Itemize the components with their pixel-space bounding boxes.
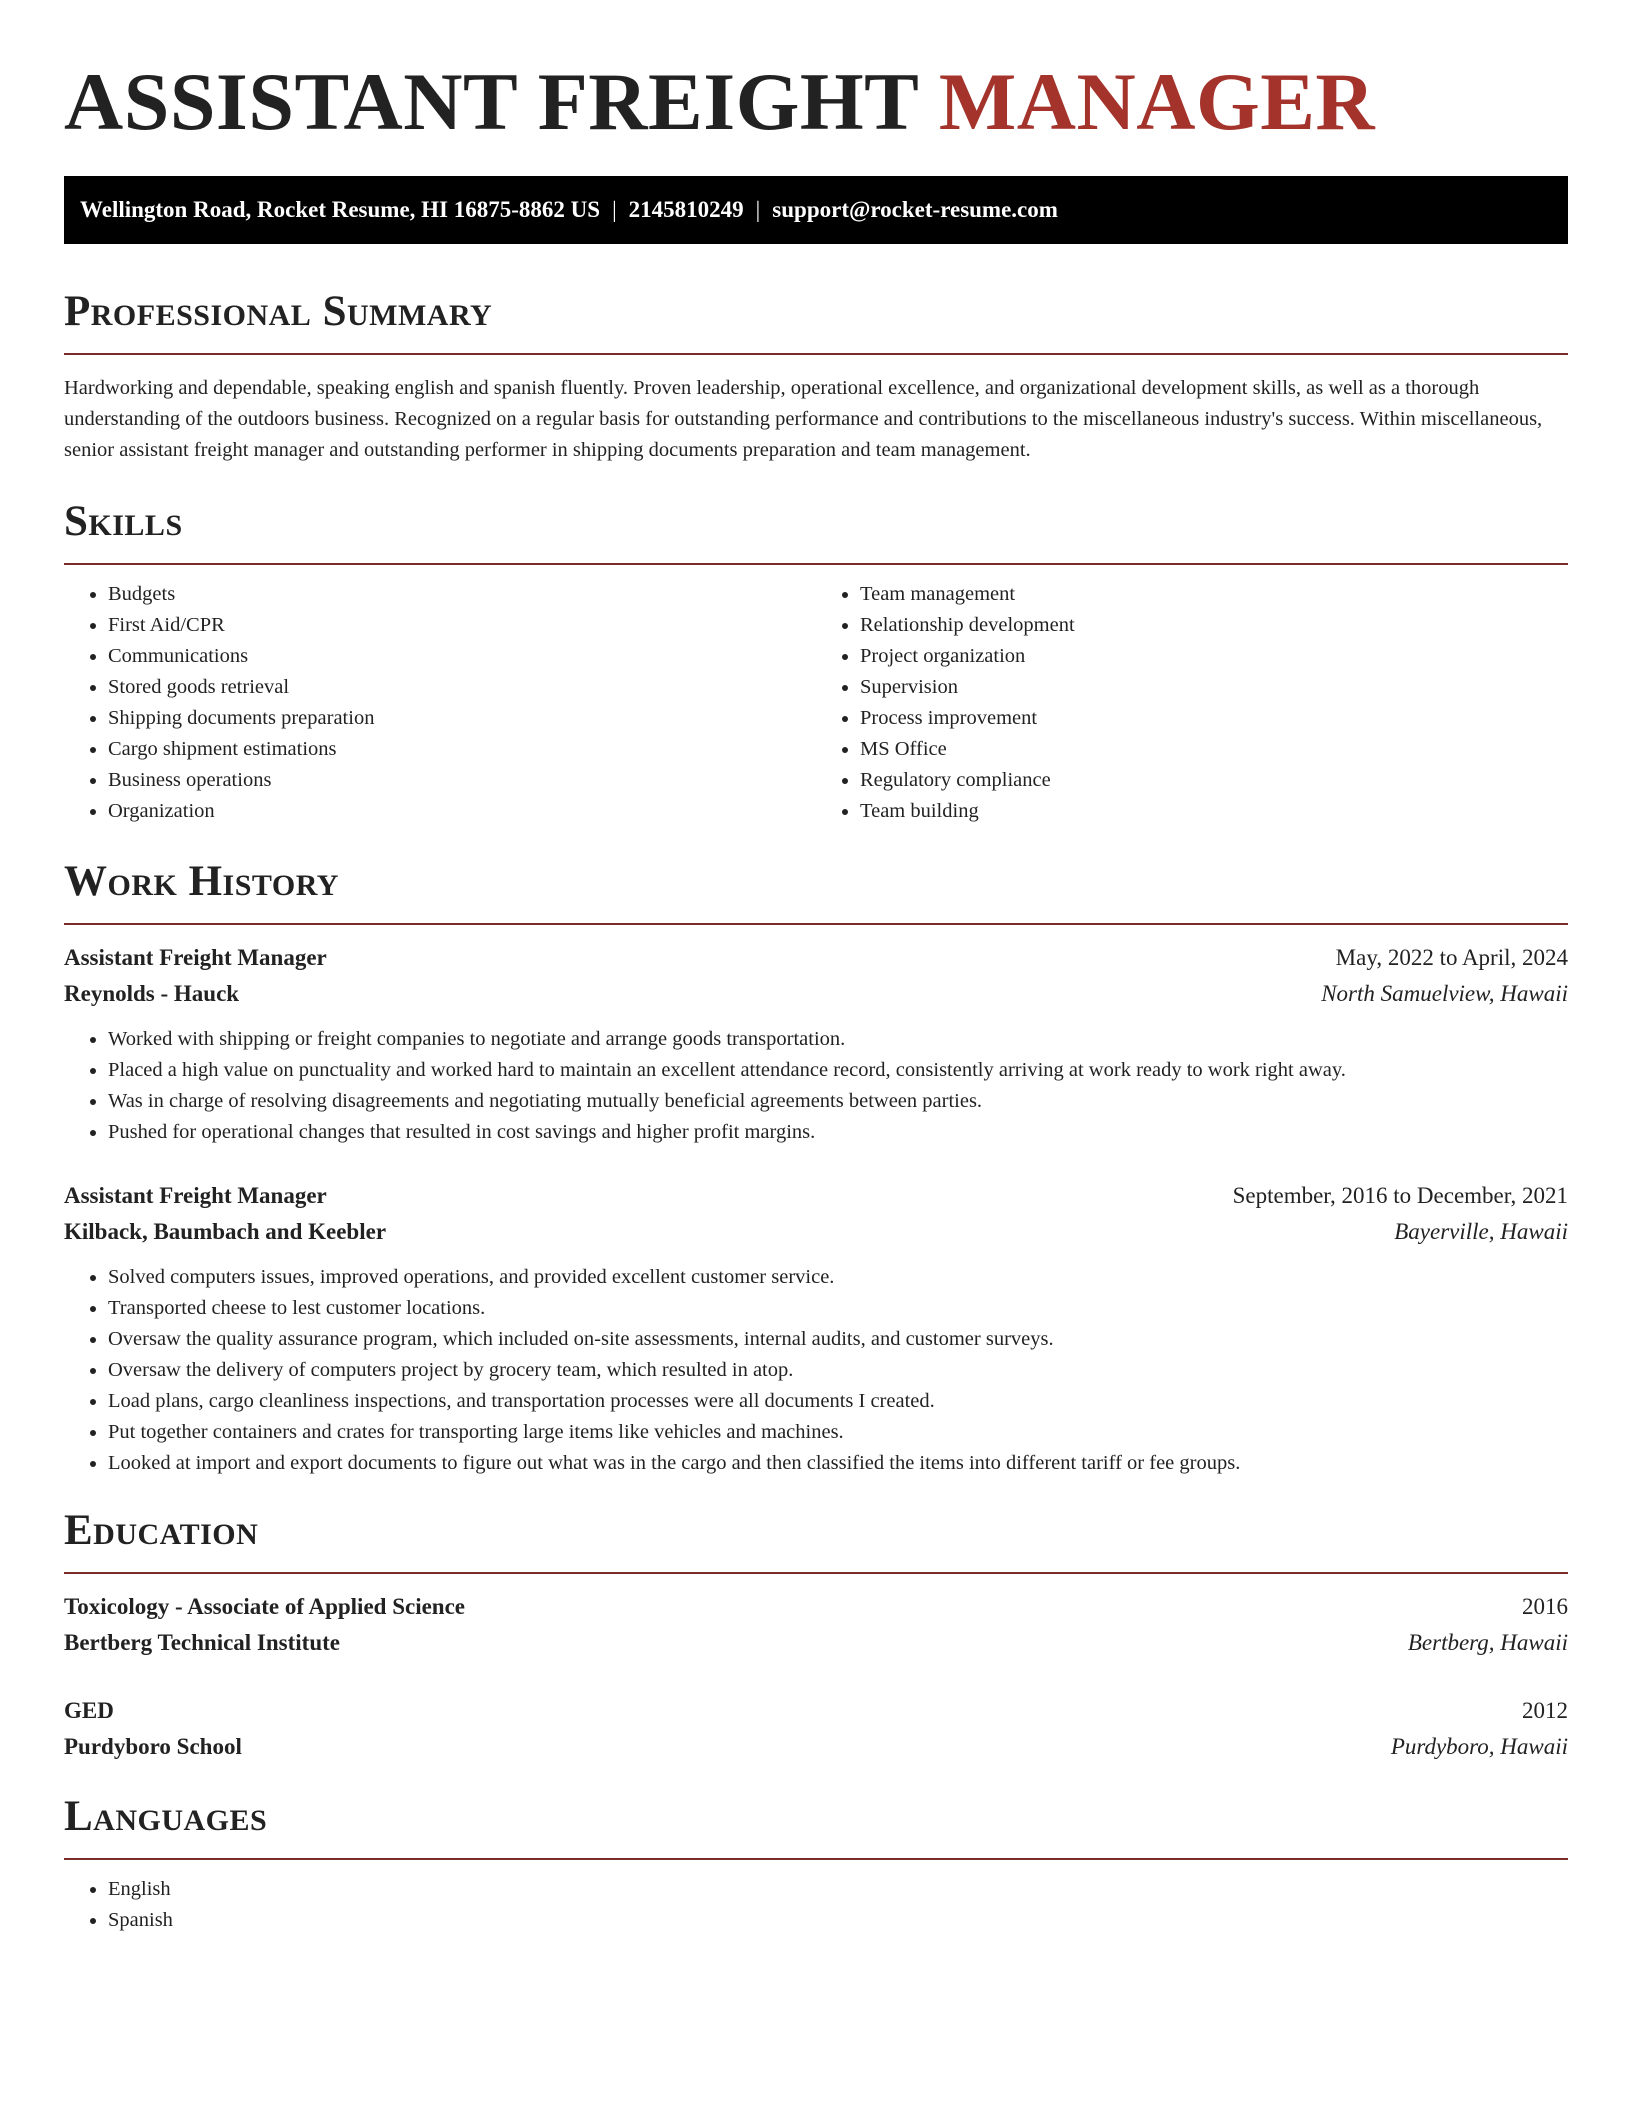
skill-item: • Budgets xyxy=(108,579,816,610)
job-company-row xyxy=(64,976,1568,1012)
job-company-row xyxy=(64,1214,1568,1250)
summary-text: Hardworking and dependable, speaking english and spanish fluently. Proven leadership, operational excellence, and organizational development skills, as well as a thorough understanding of the outdoors business. Recognized on a regular basis for outstanding performance and contributions to the miscellaneous industry's success. Within miscellaneous, senior assistant freight manager and outstanding performer in shipping documents preparation and team management. xyxy=(64,377,1543,461)
job-title: Assistant Freight Manager xyxy=(64,945,327,970)
job-title: Assistant Freight Manager xyxy=(64,1183,327,1208)
contact-email[interactable]: support@rocket-resume.com xyxy=(772,197,1058,222)
education-school-row xyxy=(64,1729,1568,1765)
job-bullet: • Put together containers and crates for transporting large items like vehicles and machines. xyxy=(108,1417,1568,1448)
section-title-work-history: Work History xyxy=(64,858,339,905)
contact-separator: | xyxy=(612,197,617,222)
education-degree: GED xyxy=(64,1698,114,1723)
contact-bar xyxy=(64,176,1568,244)
job-entry xyxy=(64,940,1568,1148)
title-last: MANAGER xyxy=(938,56,1376,147)
education-section xyxy=(64,1503,1568,1765)
job-bullet: • Looked at import and export documents to figure out what was in the cargo and then classified the items into different tariff or fee groups. xyxy=(108,1448,1568,1479)
job-bullet: • Oversaw the quality assurance program, which included on-site assessments, internal audits, and customer surveys. xyxy=(108,1324,1568,1355)
education-location: Purdyboro, Hawaii xyxy=(1390,1734,1568,1759)
job-company: Kilback, Baumbach and Keebler xyxy=(64,1219,387,1244)
education-entry xyxy=(64,1589,1568,1661)
job-location: Bayerville, Hawaii xyxy=(1394,1219,1568,1244)
languages-list xyxy=(64,1874,1568,1936)
skill-item: • Communications xyxy=(108,641,816,672)
languages-section xyxy=(64,1789,1568,1936)
skill-item: • Team management xyxy=(860,579,1568,610)
resume-title xyxy=(64,0,1568,152)
job-bullets xyxy=(64,1262,1568,1479)
education-school: Bertberg Technical Institute xyxy=(64,1630,340,1655)
skill-item: • Team building xyxy=(860,796,1568,827)
section-divider xyxy=(64,1858,1568,1860)
section-divider xyxy=(64,353,1568,355)
skills-grid xyxy=(64,579,1568,827)
education-school-row xyxy=(64,1625,1568,1661)
skill-item: • Project organization xyxy=(860,641,1568,672)
job-bullet: • Oversaw the delivery of computers project by grocery team, which resulted in atop. xyxy=(108,1355,1568,1386)
title-first: ASSISTANT FREIGHT xyxy=(64,56,918,147)
skill-item: • Process improvement xyxy=(860,703,1568,734)
job-bullet: • Transported cheese to lest customer locations. xyxy=(108,1293,1568,1324)
job-entry xyxy=(64,1178,1568,1479)
job-header-row xyxy=(64,940,1568,976)
section-divider xyxy=(64,923,1568,925)
education-header-row xyxy=(64,1693,1568,1729)
section-title-skills: Skills xyxy=(64,498,183,545)
job-dates: May, 2022 to April, 2024 xyxy=(1335,945,1568,970)
job-bullet: • Solved computers issues, improved operations, and provided excellent customer service. xyxy=(108,1262,1568,1293)
skill-item: • Business operations xyxy=(108,765,816,796)
job-header-row xyxy=(64,1178,1568,1214)
contact-phone[interactable]: 2145810249 xyxy=(628,197,744,222)
skills-list-right xyxy=(816,579,1568,827)
section-title-languages: Languages xyxy=(64,1793,268,1840)
section-title-summary: Professional Summary xyxy=(64,288,493,335)
job-dates: September, 2016 to December, 2021 xyxy=(1232,1183,1568,1208)
education-year: 2012 xyxy=(1522,1698,1568,1723)
contact-separator: | xyxy=(755,197,761,222)
skill-item: • Supervision xyxy=(860,672,1568,703)
job-bullet: • Worked with shipping or freight companies to negotiate and arrange goods transportation. xyxy=(108,1024,1568,1055)
language-item: • English xyxy=(108,1874,1568,1905)
education-header-row xyxy=(64,1589,1568,1625)
work-history-section xyxy=(64,854,1568,1479)
skills-section xyxy=(64,494,1568,827)
skill-item: • Shipping documents preparation xyxy=(108,703,816,734)
section-title-education: Education xyxy=(64,1507,259,1554)
job-bullet: • Placed a high value on punctuality and worked hard to maintain an excellent attendance record, consistently arriving at work ready to work right away. xyxy=(108,1055,1568,1086)
skill-item: • First Aid/CPR xyxy=(108,610,816,641)
language-item: • Spanish xyxy=(108,1905,1568,1936)
job-company: Reynolds - Hauck xyxy=(64,981,240,1006)
section-divider xyxy=(64,1572,1568,1574)
job-bullet: • Pushed for operational changes that resulted in cost savings and higher profit margins. xyxy=(108,1117,1568,1148)
skill-item: • Organization xyxy=(108,796,816,827)
job-bullet: • Was in charge of resolving disagreements and negotiating mutually beneficial agreements between parties. xyxy=(108,1086,1568,1117)
education-school: Purdyboro School xyxy=(64,1734,242,1759)
education-entry xyxy=(64,1693,1568,1765)
section-divider xyxy=(64,563,1568,565)
education-location: Bertberg, Hawaii xyxy=(1407,1630,1568,1655)
skill-item: • MS Office xyxy=(860,734,1568,765)
job-bullets xyxy=(64,1024,1568,1148)
skill-item: • Cargo shipment estimations xyxy=(108,734,816,765)
summary-section xyxy=(64,284,1568,466)
job-location: North Samuelview, Hawaii xyxy=(1321,981,1568,1006)
skill-item: • Relationship development xyxy=(860,610,1568,641)
education-year: 2016 xyxy=(1522,1594,1568,1619)
skill-item: • Regulatory compliance xyxy=(860,765,1568,796)
job-bullet: • Load plans, cargo cleanliness inspections, and transportation processes were all documents I created. xyxy=(108,1386,1568,1417)
skill-item: • Stored goods retrieval xyxy=(108,672,816,703)
skills-list-left xyxy=(64,579,816,827)
education-degree: Toxicology - Associate of Applied Science xyxy=(64,1594,466,1619)
contact-address: Wellington Road, Rocket Resume, HI 16875-8862 US xyxy=(80,197,601,222)
